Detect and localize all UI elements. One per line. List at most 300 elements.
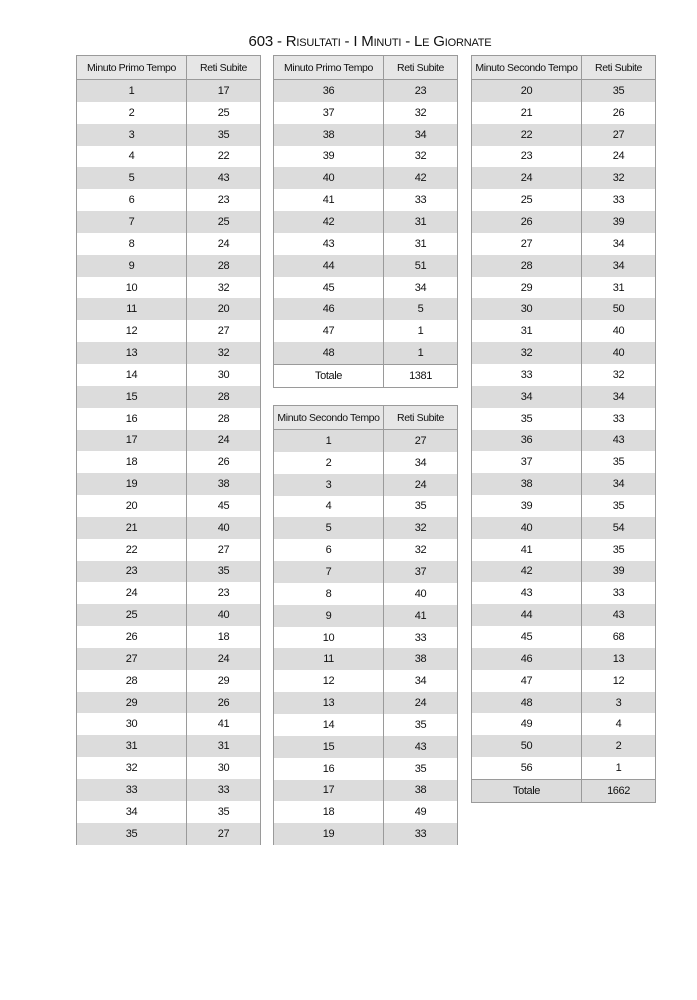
cell-reti-subite: 45 (187, 495, 261, 517)
cell-minuto: 26 (472, 211, 582, 233)
table-row (77, 342, 261, 364)
cell-minuto: 31 (472, 320, 582, 342)
cell-reti-subite: 40 (187, 517, 261, 539)
cell-reti-subite: 24 (187, 648, 261, 670)
table-row (274, 692, 458, 714)
table-row (77, 451, 261, 473)
cell-reti-subite: 39 (582, 561, 656, 583)
table-row (472, 713, 656, 735)
table-row (274, 583, 458, 605)
cell-reti-subite: 34 (384, 670, 458, 692)
cell-minuto: 42 (274, 211, 384, 233)
cell-minuto: 13 (274, 692, 384, 714)
cell-minuto: 42 (472, 561, 582, 583)
cell-reti-subite: 1 (384, 342, 458, 364)
column-header-minuto: Minuto Secondo Tempo (274, 406, 384, 430)
cell-minuto: 38 (472, 473, 582, 495)
table-row (77, 146, 261, 168)
cell-reti-subite: 54 (582, 517, 656, 539)
table-row (274, 823, 458, 845)
cell-reti-subite: 35 (384, 758, 458, 780)
table-row (274, 189, 458, 211)
cell-minuto: 46 (274, 298, 384, 320)
cell-reti-subite: 5 (384, 298, 458, 320)
cell-minuto: 23 (77, 561, 187, 583)
table-header-row (274, 56, 458, 80)
table-row (77, 277, 261, 299)
cell-reti-subite: 26 (187, 692, 261, 714)
cell-minuto: 18 (77, 451, 187, 473)
table-row (472, 364, 656, 386)
cell-reti-subite: 38 (187, 473, 261, 495)
table-row (274, 605, 458, 627)
table-row (77, 320, 261, 342)
cell-minuto: 12 (274, 670, 384, 692)
cell-reti-subite: 40 (187, 604, 261, 626)
cell-reti-subite: 40 (384, 583, 458, 605)
table-row (472, 124, 656, 146)
cell-minuto: 10 (77, 277, 187, 299)
cell-reti-subite: 43 (384, 736, 458, 758)
cell-reti-subite: 42 (384, 167, 458, 189)
table-row (274, 320, 458, 342)
table-row (274, 627, 458, 649)
cell-reti-subite: 23 (187, 189, 261, 211)
table-row (274, 714, 458, 736)
table-row (274, 342, 458, 364)
cell-minuto: 11 (274, 648, 384, 670)
cell-minuto: 20 (77, 495, 187, 517)
cell-minuto: 6 (274, 539, 384, 561)
table-row (77, 539, 261, 561)
cell-reti-subite: 34 (582, 473, 656, 495)
cell-reti-subite: 34 (384, 277, 458, 299)
cell-minuto: 27 (77, 648, 187, 670)
table-row (274, 80, 458, 102)
table-row (77, 80, 261, 102)
cell-reti-subite: 68 (582, 626, 656, 648)
cell-reti-subite: 49 (384, 801, 458, 823)
table-row (77, 211, 261, 233)
table-row (274, 146, 458, 168)
cell-reti-subite: 33 (582, 408, 656, 430)
cell-reti-subite: 18 (187, 626, 261, 648)
cell-reti-subite: 32 (187, 342, 261, 364)
table-secondo-tempo-2 (471, 55, 656, 803)
column-header-minuto: Minuto Primo Tempo (274, 56, 384, 80)
cell-minuto: 36 (472, 430, 582, 452)
cell-minuto: 22 (77, 539, 187, 561)
cell-reti-subite: 29 (187, 670, 261, 692)
cell-minuto: 25 (77, 604, 187, 626)
table-row (472, 735, 656, 757)
cell-minuto: 41 (274, 189, 384, 211)
column-header-minuto: Minuto Secondo Tempo (472, 56, 582, 80)
cell-reti-subite: 23 (187, 582, 261, 604)
cell-reti-subite: 24 (187, 233, 261, 255)
table-row (77, 255, 261, 277)
table-row (274, 517, 458, 539)
cell-minuto: 39 (274, 146, 384, 168)
cell-reti-subite: 32 (384, 517, 458, 539)
cell-reti-subite: 27 (582, 124, 656, 146)
cell-minuto: 34 (77, 801, 187, 823)
cell-reti-subite: 32 (384, 102, 458, 124)
table-row (77, 167, 261, 189)
cell-minuto: 4 (274, 496, 384, 518)
table-row (77, 189, 261, 211)
column-header-reti-subite: Reti Subite (384, 406, 458, 430)
table-row (472, 146, 656, 168)
cell-minuto: 7 (77, 211, 187, 233)
cell-reti-subite: 38 (384, 648, 458, 670)
cell-minuto: 13 (77, 342, 187, 364)
cell-minuto: 16 (77, 408, 187, 430)
cell-reti-subite: 27 (187, 320, 261, 342)
cell-reti-subite: 33 (384, 189, 458, 211)
cell-reti-subite: 35 (187, 801, 261, 823)
cell-reti-subite: 43 (582, 430, 656, 452)
cell-minuto: 40 (472, 517, 582, 539)
cell-minuto: 12 (77, 320, 187, 342)
cell-minuto: 43 (472, 582, 582, 604)
table-row (274, 211, 458, 233)
cell-reti-subite: 25 (187, 102, 261, 124)
cell-reti-subite: 1 (582, 757, 656, 779)
cell-minuto: 29 (472, 277, 582, 299)
cell-reti-subite: 2 (582, 735, 656, 757)
cell-minuto: 17 (274, 780, 384, 802)
cell-reti-subite: 34 (582, 233, 656, 255)
table-row (472, 582, 656, 604)
cell-reti-subite: 51 (384, 255, 458, 277)
cell-reti-subite: 35 (187, 561, 261, 583)
table-row (472, 670, 656, 692)
table-row (472, 604, 656, 626)
cell-reti-subite: 37 (384, 561, 458, 583)
table-row (77, 582, 261, 604)
cell-reti-subite: 26 (582, 102, 656, 124)
table-row (472, 233, 656, 255)
cell-minuto: 50 (472, 735, 582, 757)
table-row (77, 495, 261, 517)
cell-reti-subite: 41 (384, 605, 458, 627)
cell-minuto: 5 (77, 167, 187, 189)
table-row (274, 801, 458, 823)
table-header-row (274, 406, 458, 430)
cell-minuto: 32 (77, 757, 187, 779)
cell-reti-subite: 13 (582, 648, 656, 670)
cell-reti-subite: 4 (582, 713, 656, 735)
cell-reti-subite: 27 (187, 539, 261, 561)
cell-minuto: 1 (77, 80, 187, 102)
table-row (274, 780, 458, 802)
table-header-row (472, 56, 656, 80)
cell-minuto: 8 (77, 233, 187, 255)
cell-minuto: 19 (77, 473, 187, 495)
cell-reti-subite: 27 (384, 430, 458, 452)
table-row (472, 648, 656, 670)
table-row (77, 626, 261, 648)
table-row (472, 757, 656, 779)
cell-reti-subite: 43 (187, 167, 261, 189)
table-row (274, 561, 458, 583)
total-value: 1662 (582, 780, 656, 803)
table-row (274, 670, 458, 692)
table-row (274, 124, 458, 146)
cell-reti-subite: 33 (384, 627, 458, 649)
table-primo-tempo-2 (273, 55, 458, 388)
cell-reti-subite: 24 (582, 146, 656, 168)
cell-minuto: 38 (274, 124, 384, 146)
cell-reti-subite: 38 (384, 780, 458, 802)
table-row (472, 102, 656, 124)
page-title-display: 603 - Risultati - I Minuti - Le Giornate (248, 33, 492, 50)
table-row (77, 102, 261, 124)
table-row (472, 561, 656, 583)
cell-minuto: 21 (77, 517, 187, 539)
cell-reti-subite: 32 (384, 146, 458, 168)
cell-reti-subite: 27 (187, 823, 261, 845)
cell-minuto: 40 (274, 167, 384, 189)
cell-minuto: 37 (472, 451, 582, 473)
cell-minuto: 15 (77, 386, 187, 408)
cell-minuto: 35 (472, 408, 582, 430)
table-row (77, 823, 261, 845)
cell-reti-subite: 32 (582, 167, 656, 189)
cell-minuto: 17 (77, 430, 187, 452)
table-row (274, 277, 458, 299)
cell-minuto: 3 (77, 124, 187, 146)
table-row (274, 298, 458, 320)
table-row (472, 386, 656, 408)
column-header-reti-subite: Reti Subite (384, 56, 458, 80)
cell-minuto: 20 (472, 80, 582, 102)
cell-reti-subite: 3 (582, 692, 656, 714)
cell-minuto: 43 (274, 233, 384, 255)
table-row (472, 451, 656, 473)
cell-reti-subite: 32 (582, 364, 656, 386)
table-row (472, 495, 656, 517)
cell-reti-subite: 25 (187, 211, 261, 233)
cell-reti-subite: 24 (187, 430, 261, 452)
table-row (274, 474, 458, 496)
table-row (472, 626, 656, 648)
table-row (77, 779, 261, 801)
table-row (472, 408, 656, 430)
table-row (77, 604, 261, 626)
cell-minuto: 30 (472, 298, 582, 320)
cell-reti-subite: 34 (384, 124, 458, 146)
cell-minuto: 28 (472, 255, 582, 277)
cell-minuto: 47 (274, 320, 384, 342)
cell-minuto: 45 (472, 626, 582, 648)
cell-minuto: 14 (274, 714, 384, 736)
cell-minuto: 46 (472, 648, 582, 670)
cell-minuto: 32 (472, 342, 582, 364)
table-row (472, 255, 656, 277)
cell-reti-subite: 35 (384, 496, 458, 518)
table-row (274, 539, 458, 561)
cell-reti-subite: 33 (582, 582, 656, 604)
cell-reti-subite: 31 (187, 735, 261, 757)
table-row (274, 736, 458, 758)
table-row (274, 758, 458, 780)
cell-minuto: 48 (472, 692, 582, 714)
table-row (77, 757, 261, 779)
cell-minuto: 8 (274, 583, 384, 605)
cell-reti-subite: 1 (384, 320, 458, 342)
cell-reti-subite: 35 (582, 495, 656, 517)
cell-reti-subite: 40 (582, 320, 656, 342)
cell-reti-subite: 24 (384, 474, 458, 496)
cell-minuto: 2 (77, 102, 187, 124)
table-row (77, 517, 261, 539)
table-total-row (274, 364, 458, 387)
cell-reti-subite: 24 (384, 692, 458, 714)
cell-minuto: 10 (274, 627, 384, 649)
table-row (77, 801, 261, 823)
cell-reti-subite: 35 (582, 451, 656, 473)
table-row (472, 80, 656, 102)
table-total-row (472, 780, 656, 803)
cell-minuto: 11 (77, 298, 187, 320)
cell-reti-subite: 39 (582, 211, 656, 233)
cell-minuto: 29 (77, 692, 187, 714)
total-label: Totale (472, 780, 582, 803)
cell-reti-subite: 26 (187, 451, 261, 473)
cell-minuto: 33 (472, 364, 582, 386)
cell-minuto: 28 (77, 670, 187, 692)
cell-minuto: 3 (274, 474, 384, 496)
cell-reti-subite: 22 (187, 146, 261, 168)
total-label: Totale (274, 364, 384, 387)
cell-minuto: 2 (274, 452, 384, 474)
table-row (472, 211, 656, 233)
table-row (77, 233, 261, 255)
table-primo-tempo-1 (76, 55, 261, 845)
table-row (274, 496, 458, 518)
cell-reti-subite: 34 (582, 386, 656, 408)
cell-reti-subite: 28 (187, 386, 261, 408)
table-row (472, 430, 656, 452)
cell-reti-subite: 35 (384, 714, 458, 736)
cell-minuto: 7 (274, 561, 384, 583)
cell-minuto: 18 (274, 801, 384, 823)
table-row (77, 124, 261, 146)
cell-minuto: 19 (274, 823, 384, 845)
cell-reti-subite: 33 (384, 823, 458, 845)
cell-minuto: 31 (77, 735, 187, 757)
cell-minuto: 1 (274, 430, 384, 452)
cell-reti-subite: 20 (187, 298, 261, 320)
cell-reti-subite: 33 (582, 189, 656, 211)
table-header-row (77, 56, 261, 80)
table-row (77, 735, 261, 757)
table-row (472, 539, 656, 561)
cell-minuto: 45 (274, 277, 384, 299)
cell-minuto: 23 (472, 146, 582, 168)
table-row (274, 452, 458, 474)
cell-minuto: 9 (77, 255, 187, 277)
cell-reti-subite: 41 (187, 713, 261, 735)
table-secondo-tempo-1 (273, 405, 458, 845)
table-row (472, 298, 656, 320)
cell-reti-subite: 31 (384, 233, 458, 255)
cell-reti-subite: 33 (187, 779, 261, 801)
cell-minuto: 44 (472, 604, 582, 626)
cell-minuto: 21 (472, 102, 582, 124)
cell-minuto: 24 (472, 167, 582, 189)
table-row (274, 233, 458, 255)
cell-reti-subite: 34 (582, 255, 656, 277)
cell-reti-subite: 35 (582, 539, 656, 561)
cell-minuto: 25 (472, 189, 582, 211)
column-header-reti-subite: Reti Subite (187, 56, 261, 80)
table-row (472, 342, 656, 364)
cell-reti-subite: 32 (187, 277, 261, 299)
table-row (77, 473, 261, 495)
table-row (274, 167, 458, 189)
cell-minuto: 4 (77, 146, 187, 168)
table-row (77, 561, 261, 583)
cell-minuto: 49 (472, 713, 582, 735)
cell-reti-subite: 50 (582, 298, 656, 320)
cell-reti-subite: 17 (187, 80, 261, 102)
table-row (472, 189, 656, 211)
cell-reti-subite: 40 (582, 342, 656, 364)
cell-minuto: 26 (77, 626, 187, 648)
table-row (472, 167, 656, 189)
cell-minuto: 41 (472, 539, 582, 561)
cell-minuto: 6 (77, 189, 187, 211)
table-row (77, 386, 261, 408)
cell-reti-subite: 34 (384, 452, 458, 474)
table-row (472, 692, 656, 714)
cell-reti-subite: 31 (582, 277, 656, 299)
cell-minuto: 14 (77, 364, 187, 386)
cell-minuto: 9 (274, 605, 384, 627)
table-row (274, 102, 458, 124)
table-row (472, 517, 656, 539)
cell-reti-subite: 23 (384, 80, 458, 102)
page-title (0, 33, 697, 50)
table-row (274, 648, 458, 670)
table-row (77, 298, 261, 320)
cell-minuto: 36 (274, 80, 384, 102)
table-row (274, 255, 458, 277)
cell-reti-subite: 35 (582, 80, 656, 102)
cell-minuto: 56 (472, 757, 582, 779)
cell-minuto: 37 (274, 102, 384, 124)
table-row (77, 713, 261, 735)
cell-minuto: 27 (472, 233, 582, 255)
cell-reti-subite: 43 (582, 604, 656, 626)
table-row (472, 473, 656, 495)
table-row (274, 430, 458, 452)
cell-minuto: 44 (274, 255, 384, 277)
cell-minuto: 30 (77, 713, 187, 735)
table-row (472, 320, 656, 342)
table-row (77, 364, 261, 386)
cell-reti-subite: 12 (582, 670, 656, 692)
cell-minuto: 33 (77, 779, 187, 801)
cell-reti-subite: 31 (384, 211, 458, 233)
total-value: 1381 (384, 364, 458, 387)
cell-reti-subite: 28 (187, 408, 261, 430)
table-row (77, 648, 261, 670)
cell-minuto: 39 (472, 495, 582, 517)
